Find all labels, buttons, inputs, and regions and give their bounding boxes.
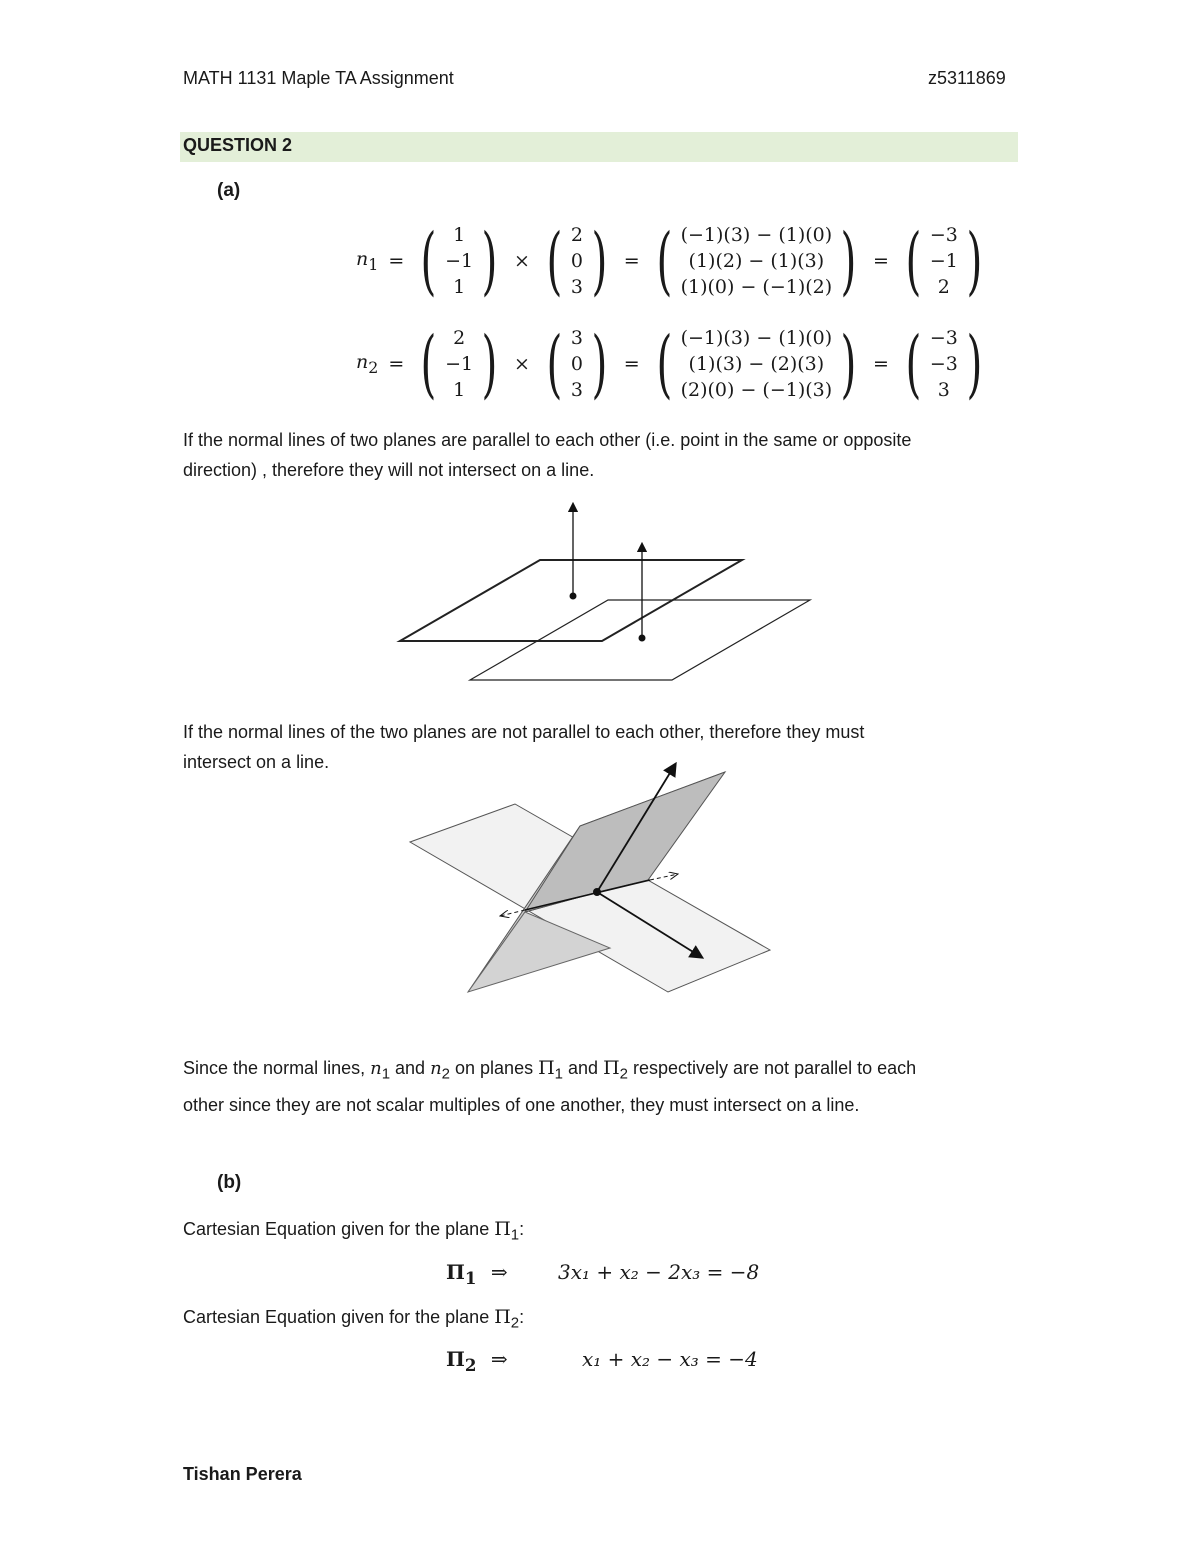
n1-equation: $n_1$ = ( 1 −1 1 ) × ( 2 0 3 ) = ( (−1)(3) − (1)(0) (1)(2) − (1)(3) (1)(0) − (−1)(2) ) = ( −3 −1 2 ) (356, 222, 989, 300)
n1-result: ( −3 −1 2 ) (905, 218, 983, 304)
footer-author: Tishan Perera (183, 1464, 302, 1484)
plane-2-equation: $\Pi_2$ ⇒ x₁ + x₂ − x₃ = −4 (446, 1347, 758, 1375)
cartesian-label-2: Cartesian Equation given for the plane $\Pi_2$: (183, 1306, 525, 1332)
n1-vector-b: ( 2 0 3 ) (546, 218, 608, 304)
parallel-line-2: direction) , therefore they will not intersect on a line. (183, 460, 595, 480)
not-parallel-line-1: If the normal lines of the two planes are not parallel to each other, therefore they must (183, 722, 865, 742)
question-banner (180, 132, 1018, 162)
parallel-line-1: If the normal lines of two planes are parallel to each other (i.e. point in the same or opposite (183, 430, 912, 450)
n2-vector-b: ( 3 0 3 ) (546, 321, 608, 407)
part-b-label: (b) (217, 1172, 242, 1193)
n2-symbol: $n_2$ (356, 351, 379, 377)
question-title: QUESTION 2 (183, 135, 293, 155)
intersecting-planes-diagram (400, 760, 780, 1000)
n2-result: ( −3 −3 3 ) (905, 321, 983, 407)
conclusion-line-1: Since the normal lines, $n_1$ and $n_2$ on planes $\Pi_1$ and $\Pi_2$ respectively are not parallel to each (183, 1057, 917, 1083)
plane-1-equation: $\Pi_1$ ⇒ 3x₁ + x₂ − 2x₃ = −8 (446, 1260, 760, 1288)
n2-expanded: ( (−1)(3) − (1)(0) (1)(3) − (2)(3) (2)(0) − (−1)(3) ) (656, 321, 857, 407)
n1-vector-a: ( 1 −1 1 ) (420, 218, 498, 304)
header-left: MATH 1131 Maple TA Assignment (183, 68, 454, 88)
parallel-planes-diagram (390, 495, 820, 690)
header-right: z5311869 (928, 68, 1006, 88)
n2-equation: $n_2$ = ( 2 −1 1 ) × ( 3 0 3 ) = ( (−1)(3) − (1)(0) (1)(3) − (2)(3) (2)(0) − (−1)(3) ) = ( −3 −3 3 ) (356, 325, 989, 403)
parallel-paragraph (183, 425, 1023, 485)
n1-expanded: ( (−1)(3) − (1)(0) (1)(2) − (1)(3) (1)(0) − (−1)(2) ) (656, 218, 857, 304)
part-a-label: (a) (217, 180, 241, 201)
n2-vector-a: ( 2 −1 1 ) (420, 321, 498, 407)
not-parallel-line-2: intersect on a line. (183, 752, 330, 772)
conclusion-paragraph (183, 1053, 1023, 1120)
n1-symbol: $n_1$ (356, 248, 379, 274)
plane-2-equation-body: x₁ + x₂ − x₃ = −4 (581, 1347, 758, 1371)
cartesian-label-1: Cartesian Equation given for the plane $\Pi_1$: (183, 1218, 525, 1244)
conclusion-line-2: other since they are not scalar multiples of one another, they must intersect on a line. (183, 1094, 860, 1115)
plane-1-equation-body: 3x₁ + x₂ − 2x₃ = −8 (557, 1260, 760, 1284)
